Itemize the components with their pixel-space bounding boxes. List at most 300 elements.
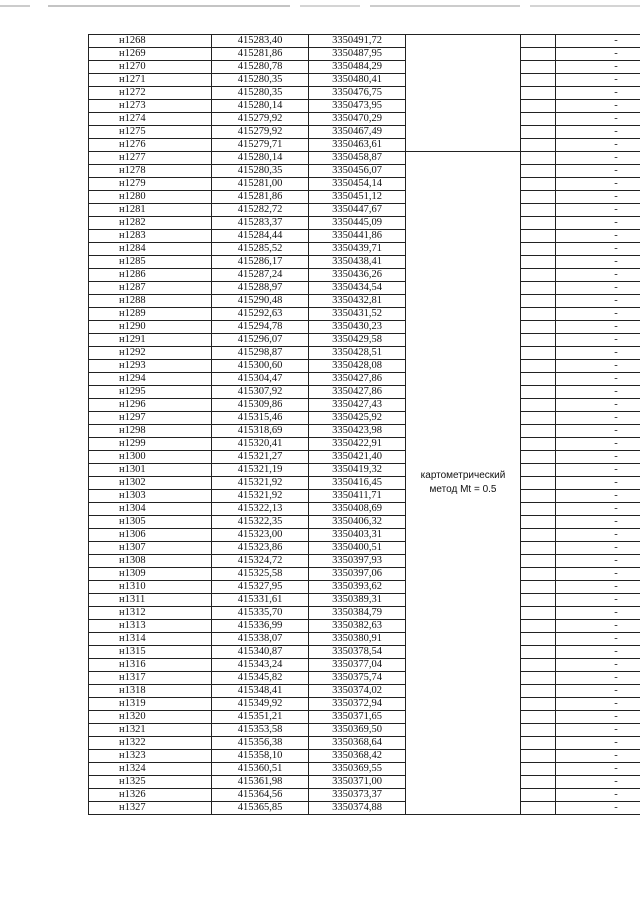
x-coordinate-cell: 415365,85 [212, 802, 309, 815]
point-id-cell: н1299 [89, 438, 212, 451]
empty-cell [521, 373, 556, 386]
point-id-cell: н1291 [89, 334, 212, 347]
y-coordinate-cell: 3350429,58 [309, 334, 406, 347]
dash-cell: - [556, 178, 640, 191]
table-row [89, 243, 640, 256]
table-row [89, 100, 640, 113]
point-id-cell: н1270 [89, 61, 212, 74]
y-coordinate-cell: 3350487,95 [309, 48, 406, 61]
y-coordinate-cell: 3350372,94 [309, 698, 406, 711]
x-coordinate-cell: 415343,24 [212, 659, 309, 672]
dash-cell: - [556, 633, 640, 646]
empty-cell [521, 646, 556, 659]
table-row [89, 360, 640, 373]
dash-cell: - [556, 607, 640, 620]
x-coordinate-cell: 415323,00 [212, 529, 309, 542]
dash-cell: - [556, 61, 640, 74]
x-coordinate-cell: 415324,72 [212, 555, 309, 568]
y-coordinate-cell: 3350371,00 [309, 776, 406, 789]
empty-cell [521, 477, 556, 490]
table-row [89, 516, 640, 529]
x-coordinate-cell: 415281,86 [212, 48, 309, 61]
table-row [89, 165, 640, 178]
x-coordinate-cell: 415307,92 [212, 386, 309, 399]
table-row [89, 776, 640, 789]
x-coordinate-cell: 415280,78 [212, 61, 309, 74]
y-coordinate-cell: 3350434,54 [309, 282, 406, 295]
table-row [89, 477, 640, 490]
dash-cell: - [556, 503, 640, 516]
y-coordinate-cell: 3350430,23 [309, 321, 406, 334]
point-id-cell: н1274 [89, 113, 212, 126]
dash-cell: - [556, 126, 640, 139]
point-id-cell: н1323 [89, 750, 212, 763]
empty-cell [521, 425, 556, 438]
dash-cell: - [556, 412, 640, 425]
empty-cell [521, 321, 556, 334]
empty-cell [521, 334, 556, 347]
y-coordinate-cell: 3350425,92 [309, 412, 406, 425]
y-coordinate-cell: 3350378,54 [309, 646, 406, 659]
x-coordinate-cell: 415279,92 [212, 126, 309, 139]
y-coordinate-cell: 3350458,87 [309, 152, 406, 165]
table-row [89, 295, 640, 308]
point-id-cell: н1292 [89, 347, 212, 360]
table-row [89, 178, 640, 191]
dash-cell: - [556, 685, 640, 698]
point-id-cell: н1282 [89, 217, 212, 230]
dash-cell: - [556, 386, 640, 399]
table-row [89, 620, 640, 633]
empty-cell [521, 386, 556, 399]
point-id-cell: н1278 [89, 165, 212, 178]
dash-cell: - [556, 542, 640, 555]
x-coordinate-cell: 415353,58 [212, 724, 309, 737]
y-coordinate-cell: 3350374,02 [309, 685, 406, 698]
point-id-cell: н1280 [89, 191, 212, 204]
dash-cell: - [556, 48, 640, 61]
x-coordinate-cell: 415356,38 [212, 737, 309, 750]
table-row [89, 789, 640, 802]
dash-cell: - [556, 243, 640, 256]
point-id-cell: н1304 [89, 503, 212, 516]
x-coordinate-cell: 415285,52 [212, 243, 309, 256]
point-id-cell: н1315 [89, 646, 212, 659]
point-id-cell: н1301 [89, 464, 212, 477]
dash-cell: - [556, 789, 640, 802]
x-coordinate-cell: 415327,95 [212, 581, 309, 594]
dash-cell: - [556, 139, 640, 152]
dash-cell: - [556, 659, 640, 672]
dash-cell: - [556, 594, 640, 607]
table-row [89, 581, 640, 594]
empty-cell [521, 152, 556, 165]
point-id-cell: н1309 [89, 568, 212, 581]
empty-cell [521, 217, 556, 230]
dash-cell: - [556, 451, 640, 464]
dash-cell: - [556, 100, 640, 113]
dash-cell: - [556, 776, 640, 789]
empty-cell [521, 789, 556, 802]
y-coordinate-cell: 3350416,45 [309, 477, 406, 490]
dash-cell: - [556, 152, 640, 165]
x-coordinate-cell: 415318,69 [212, 425, 309, 438]
point-id-cell: н1297 [89, 412, 212, 425]
x-coordinate-cell: 415336,99 [212, 620, 309, 633]
y-coordinate-cell: 3350389,31 [309, 594, 406, 607]
table-row [89, 399, 640, 412]
x-coordinate-cell: 415331,61 [212, 594, 309, 607]
y-coordinate-cell: 3350423,98 [309, 425, 406, 438]
point-id-cell: н1320 [89, 711, 212, 724]
x-coordinate-cell: 415320,41 [212, 438, 309, 451]
y-coordinate-cell: 3350411,71 [309, 490, 406, 503]
point-id-cell: н1269 [89, 48, 212, 61]
empty-cell [521, 516, 556, 529]
dash-cell: - [556, 724, 640, 737]
dash-cell: - [556, 698, 640, 711]
x-coordinate-cell: 415358,10 [212, 750, 309, 763]
table-row [89, 568, 640, 581]
table-row [89, 152, 640, 165]
dash-cell: - [556, 256, 640, 269]
page-top-scan-line [0, 0, 640, 12]
table-row [89, 230, 640, 243]
empty-cell [521, 451, 556, 464]
dash-cell: - [556, 295, 640, 308]
point-id-cell: н1324 [89, 763, 212, 776]
y-coordinate-cell: 3350369,55 [309, 763, 406, 776]
dash-cell: - [556, 581, 640, 594]
y-coordinate-cell: 3350456,07 [309, 165, 406, 178]
x-coordinate-cell: 415279,92 [212, 113, 309, 126]
y-coordinate-cell: 3350369,50 [309, 724, 406, 737]
table-row [89, 698, 640, 711]
x-coordinate-cell: 415283,40 [212, 35, 309, 48]
y-coordinate-cell: 3350393,62 [309, 581, 406, 594]
dash-cell: - [556, 516, 640, 529]
empty-cell [521, 295, 556, 308]
point-id-cell: н1289 [89, 308, 212, 321]
point-id-cell: н1296 [89, 399, 212, 412]
empty-cell [521, 126, 556, 139]
coordinates-table-body [89, 35, 640, 815]
point-id-cell: н1279 [89, 178, 212, 191]
empty-cell [521, 100, 556, 113]
dash-cell: - [556, 646, 640, 659]
x-coordinate-cell: 415280,35 [212, 87, 309, 100]
dash-cell: - [556, 308, 640, 321]
point-id-cell: н1277 [89, 152, 212, 165]
y-coordinate-cell: 3350428,08 [309, 360, 406, 373]
empty-cell [521, 724, 556, 737]
x-coordinate-cell: 415321,92 [212, 477, 309, 490]
dash-cell: - [556, 269, 640, 282]
x-coordinate-cell: 415338,07 [212, 633, 309, 646]
x-coordinate-cell: 415321,19 [212, 464, 309, 477]
y-coordinate-cell: 3350382,63 [309, 620, 406, 633]
dash-cell: - [556, 737, 640, 750]
x-coordinate-cell: 415321,27 [212, 451, 309, 464]
point-id-cell: н1286 [89, 269, 212, 282]
x-coordinate-cell: 415300,60 [212, 360, 309, 373]
y-coordinate-cell: 3350384,79 [309, 607, 406, 620]
dash-cell: - [556, 282, 640, 295]
table-row [89, 425, 640, 438]
empty-cell [521, 685, 556, 698]
table-row [89, 373, 640, 386]
x-coordinate-cell: 415304,47 [212, 373, 309, 386]
method-cell [406, 152, 521, 815]
dash-cell: - [556, 191, 640, 204]
x-coordinate-cell: 415315,46 [212, 412, 309, 425]
table-row [89, 386, 640, 399]
empty-cell [521, 113, 556, 126]
empty-cell [521, 399, 556, 412]
x-coordinate-cell: 415287,24 [212, 269, 309, 282]
table-row [89, 334, 640, 347]
table-row [89, 672, 640, 685]
empty-cell [521, 529, 556, 542]
empty-cell [521, 412, 556, 425]
point-id-cell: н1306 [89, 529, 212, 542]
y-coordinate-cell: 3350491,72 [309, 35, 406, 48]
table-row [89, 35, 640, 48]
y-coordinate-cell: 3350484,29 [309, 61, 406, 74]
x-coordinate-cell: 415280,35 [212, 165, 309, 178]
x-coordinate-cell: 415298,87 [212, 347, 309, 360]
point-id-cell: н1312 [89, 607, 212, 620]
empty-cell [521, 191, 556, 204]
point-id-cell: н1272 [89, 87, 212, 100]
x-coordinate-cell: 415364,56 [212, 789, 309, 802]
y-coordinate-cell: 3350447,67 [309, 204, 406, 217]
y-coordinate-cell: 3350408,69 [309, 503, 406, 516]
point-id-cell: н1295 [89, 386, 212, 399]
x-coordinate-cell: 415349,92 [212, 698, 309, 711]
table-row [89, 217, 640, 230]
y-coordinate-cell: 3350436,26 [309, 269, 406, 282]
table-row [89, 555, 640, 568]
y-coordinate-cell: 3350428,51 [309, 347, 406, 360]
x-coordinate-cell: 415309,86 [212, 399, 309, 412]
table-row [89, 61, 640, 74]
point-id-cell: н1303 [89, 490, 212, 503]
empty-cell [521, 490, 556, 503]
x-coordinate-cell: 415322,13 [212, 503, 309, 516]
empty-cell [521, 243, 556, 256]
point-id-cell: н1298 [89, 425, 212, 438]
x-coordinate-cell: 415340,87 [212, 646, 309, 659]
x-coordinate-cell: 415321,92 [212, 490, 309, 503]
empty-cell [521, 659, 556, 672]
x-coordinate-cell: 415288,97 [212, 282, 309, 295]
table-row [89, 802, 640, 815]
y-coordinate-cell: 3350421,40 [309, 451, 406, 464]
dash-cell: - [556, 399, 640, 412]
dash-cell: - [556, 360, 640, 373]
dash-cell: - [556, 568, 640, 581]
y-coordinate-cell: 3350445,09 [309, 217, 406, 230]
empty-cell [521, 542, 556, 555]
y-coordinate-cell: 3350368,64 [309, 737, 406, 750]
method-label: картометрический метод [420, 470, 506, 495]
dash-cell: - [556, 373, 640, 386]
table-row [89, 750, 640, 763]
table-row [89, 126, 640, 139]
x-coordinate-cell: 415280,35 [212, 74, 309, 87]
empty-cell [521, 230, 556, 243]
table-row [89, 269, 640, 282]
table-row [89, 438, 640, 451]
table-row [89, 490, 640, 503]
x-coordinate-cell: 415296,07 [212, 334, 309, 347]
empty-cell [521, 620, 556, 633]
x-coordinate-cell: 415292,63 [212, 308, 309, 321]
empty-cell [521, 555, 556, 568]
table-row [89, 464, 640, 477]
table-row [89, 659, 640, 672]
method-cell-top [406, 35, 521, 152]
x-coordinate-cell: 415279,71 [212, 139, 309, 152]
dash-cell: - [556, 321, 640, 334]
point-id-cell: н1300 [89, 451, 212, 464]
x-coordinate-cell: 415290,48 [212, 295, 309, 308]
empty-cell [521, 204, 556, 217]
empty-cell [521, 139, 556, 152]
point-id-cell: н1302 [89, 477, 212, 490]
point-id-cell: н1268 [89, 35, 212, 48]
table-row [89, 451, 640, 464]
empty-cell [521, 503, 556, 516]
empty-cell [521, 776, 556, 789]
table-row [89, 256, 640, 269]
empty-cell [521, 802, 556, 815]
point-id-cell: н1310 [89, 581, 212, 594]
x-coordinate-cell: 415335,70 [212, 607, 309, 620]
point-id-cell: н1316 [89, 659, 212, 672]
y-coordinate-cell: 3350470,29 [309, 113, 406, 126]
dash-cell: - [556, 334, 640, 347]
y-coordinate-cell: 3350432,81 [309, 295, 406, 308]
dash-cell: - [556, 477, 640, 490]
y-coordinate-cell: 3350374,88 [309, 802, 406, 815]
y-coordinate-cell: 3350403,31 [309, 529, 406, 542]
x-coordinate-cell: 415282,72 [212, 204, 309, 217]
y-coordinate-cell: 3350439,71 [309, 243, 406, 256]
y-coordinate-cell: 3350451,12 [309, 191, 406, 204]
table-row [89, 139, 640, 152]
y-coordinate-cell: 3350419,32 [309, 464, 406, 477]
table-row [89, 711, 640, 724]
y-coordinate-cell: 3350431,52 [309, 308, 406, 321]
empty-cell [521, 178, 556, 191]
table-row [89, 633, 640, 646]
method-accuracy: Mt = 0.5 [460, 484, 497, 495]
x-coordinate-cell: 415280,14 [212, 152, 309, 165]
empty-cell [521, 87, 556, 100]
point-id-cell: н1285 [89, 256, 212, 269]
table-row [89, 529, 640, 542]
table-row [89, 48, 640, 61]
point-id-cell: н1308 [89, 555, 212, 568]
table-row [89, 282, 640, 295]
dash-cell: - [556, 620, 640, 633]
dash-cell: - [556, 217, 640, 230]
x-coordinate-cell: 415281,00 [212, 178, 309, 191]
y-coordinate-cell: 3350427,86 [309, 373, 406, 386]
x-coordinate-cell: 415348,41 [212, 685, 309, 698]
empty-cell [521, 464, 556, 477]
point-id-cell: н1283 [89, 230, 212, 243]
empty-cell [521, 61, 556, 74]
x-coordinate-cell: 415280,14 [212, 100, 309, 113]
y-coordinate-cell: 3350427,43 [309, 399, 406, 412]
empty-cell [521, 568, 556, 581]
empty-cell [521, 672, 556, 685]
point-id-cell: н1325 [89, 776, 212, 789]
point-id-cell: н1318 [89, 685, 212, 698]
dash-cell: - [556, 711, 640, 724]
point-id-cell: н1276 [89, 139, 212, 152]
table-row [89, 74, 640, 87]
y-coordinate-cell: 3350427,86 [309, 386, 406, 399]
empty-cell [521, 256, 556, 269]
table-row [89, 87, 640, 100]
y-coordinate-cell: 3350368,42 [309, 750, 406, 763]
table-row [89, 503, 640, 516]
x-coordinate-cell: 415294,78 [212, 321, 309, 334]
x-coordinate-cell: 415284,44 [212, 230, 309, 243]
x-coordinate-cell: 415281,86 [212, 191, 309, 204]
empty-cell [521, 48, 556, 61]
x-coordinate-cell: 415351,21 [212, 711, 309, 724]
empty-cell [521, 308, 556, 321]
point-id-cell: н1311 [89, 594, 212, 607]
dash-cell: - [556, 230, 640, 243]
empty-cell [521, 165, 556, 178]
y-coordinate-cell: 3350375,74 [309, 672, 406, 685]
dash-cell: - [556, 438, 640, 451]
point-id-cell: н1307 [89, 542, 212, 555]
dash-cell: - [556, 113, 640, 126]
empty-cell [521, 269, 556, 282]
point-id-cell: н1288 [89, 295, 212, 308]
y-coordinate-cell: 3350406,32 [309, 516, 406, 529]
dash-cell: - [556, 490, 640, 503]
dash-cell: - [556, 555, 640, 568]
point-id-cell: н1326 [89, 789, 212, 802]
dash-cell: - [556, 74, 640, 87]
point-id-cell: н1284 [89, 243, 212, 256]
empty-cell [521, 35, 556, 48]
x-coordinate-cell: 415325,58 [212, 568, 309, 581]
point-id-cell: н1322 [89, 737, 212, 750]
x-coordinate-cell: 415283,37 [212, 217, 309, 230]
point-id-cell: н1271 [89, 74, 212, 87]
y-coordinate-cell: 3350441,86 [309, 230, 406, 243]
point-id-cell: н1273 [89, 100, 212, 113]
point-id-cell: н1305 [89, 516, 212, 529]
x-coordinate-cell: 415323,86 [212, 542, 309, 555]
table-row [89, 737, 640, 750]
table-row [89, 607, 640, 620]
empty-cell [521, 594, 556, 607]
dash-cell: - [556, 802, 640, 815]
table-row [89, 542, 640, 555]
empty-cell [521, 763, 556, 776]
table-row [89, 594, 640, 607]
